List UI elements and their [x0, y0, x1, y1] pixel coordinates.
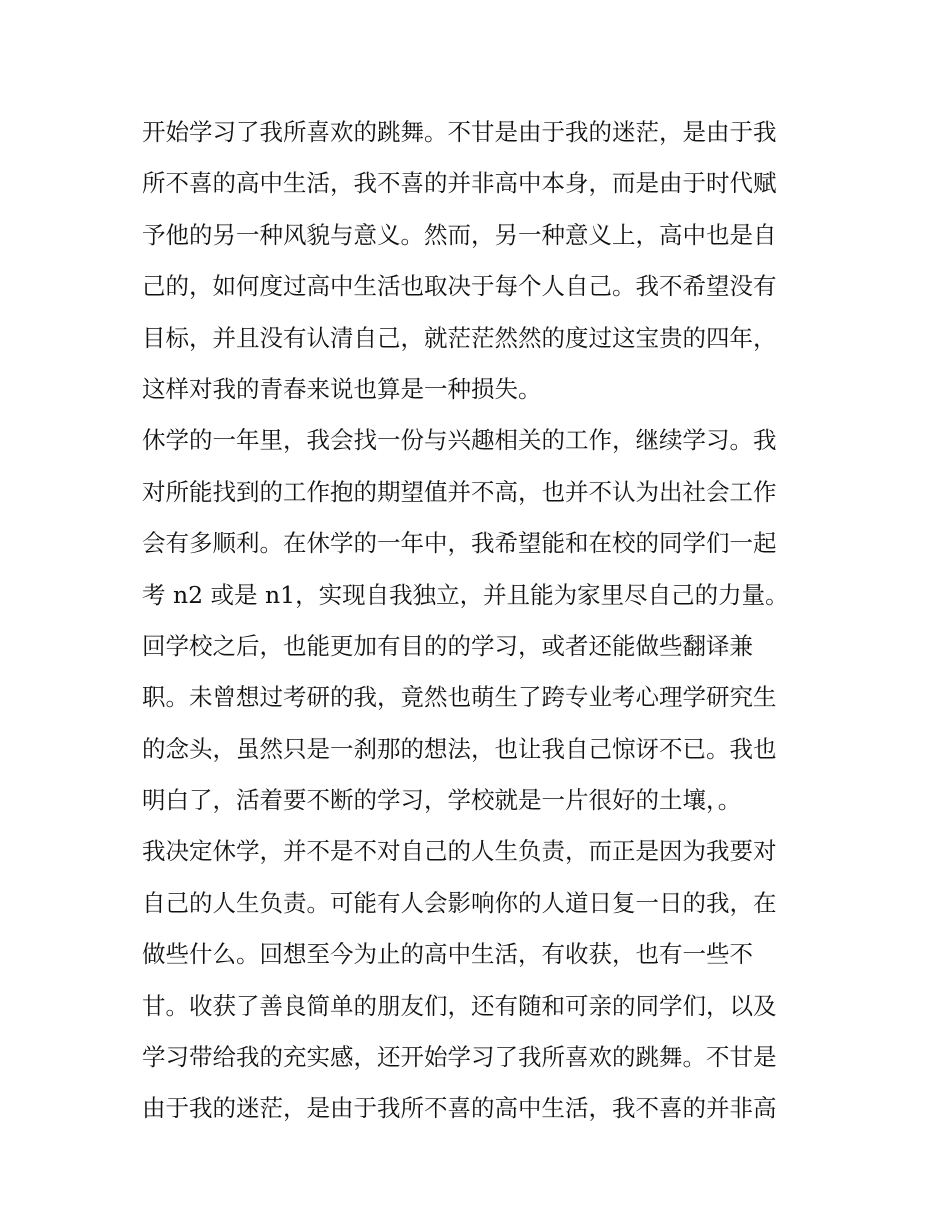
text-line: 目标，并且没有认清自己，就茫茫然然的度过这宝贵的四年，	[142, 323, 777, 352]
text-line: 做些什么。回想至今为止的高中生活，有收获，也有一些不	[142, 940, 753, 969]
text-line: 甘。收获了善良简单的朋友们，还有随和可亲的同学们，以及	[142, 991, 777, 1020]
text-line: 开始学习了我所喜欢的跳舞。不甘是由于我的迷茫，是由于我	[142, 118, 777, 146]
text-line: 的念头，虽然只是一刹那的想法，也让我自己惊讶不已。我也	[142, 734, 777, 763]
text-line: 予他的另一种风貌与意义。然而，另一种意义上，高中也是自	[142, 220, 777, 249]
text-line: 对所能找到的工作抱的期望值并不高，也并不认为出社会工作	[142, 477, 777, 506]
text-line: 休学的一年里，我会找一份与兴趣相关的工作，继续学习。我	[142, 426, 777, 455]
text-line: 回学校之后，也能更加有目的的学习，或者还能做些翻译兼	[142, 631, 753, 660]
text-line: 明白了，活着要不断的学习，学校就是一片很好的土壤，。	[142, 786, 742, 815]
text-line: 由于我的迷茫，是由于我所不喜的高中生活，我不喜的并非高	[142, 1094, 777, 1123]
text-line: 自己的人生负责。可能有人会影响你的人道日复一日的我，在	[142, 888, 777, 917]
text-line: 会有多顺利。在休学的一年中，我希望能和在校的同学们一起	[142, 529, 777, 558]
text-line: 考 n2 或是 n1，实现自我独立，并且能为家里尽自己的力量。	[142, 580, 789, 609]
text-line: 职。未曾想过考研的我，竟然也萌生了跨专业考心理学研究生	[142, 683, 777, 712]
text-line: 这样对我的青春来说也算是一种损失。	[142, 374, 542, 403]
text-line: 我决定休学，并不是不对自己的人生负责，而正是因为我要对	[142, 837, 777, 866]
body-text	[142, 107, 822, 1135]
text-line: 学习带给我的充实感，还开始学习了我所喜欢的跳舞。不甘是	[142, 1043, 777, 1072]
text-line: 己的，如何度过高中生活也取决于每个人自己。我不希望没有	[142, 272, 777, 301]
text-line: 所不喜的高中生活，我不喜的并非高中本身，而是由于时代赋	[142, 169, 777, 198]
